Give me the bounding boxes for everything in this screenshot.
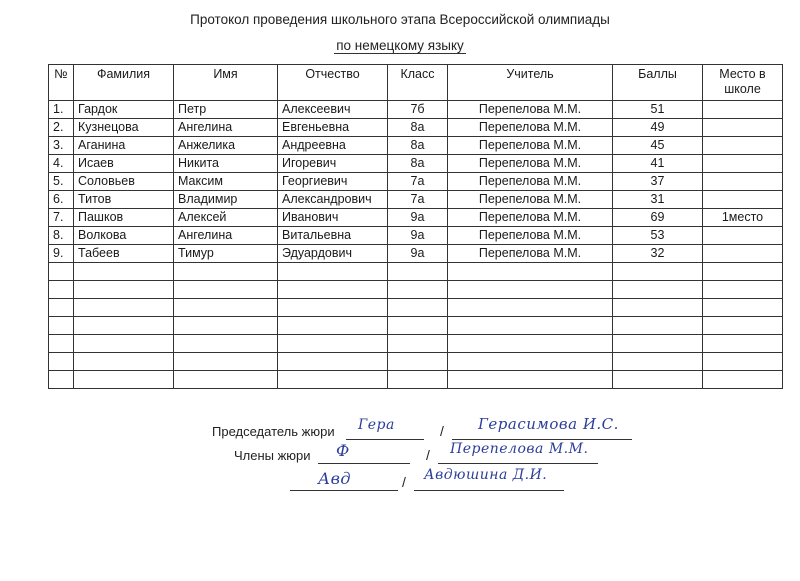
member2-signature-line [290, 490, 398, 491]
member2-signature-scribble: Авд [318, 469, 352, 488]
cell-patronymic: Евгеньевна [278, 119, 388, 137]
empty-cell [278, 353, 388, 371]
cell-number: 6. [49, 191, 74, 209]
empty-cell [448, 335, 613, 353]
cell-patronymic: Витальевна [278, 227, 388, 245]
cell-grade: 7б [388, 101, 448, 119]
signature-block [0, 415, 800, 535]
chair-label: Председатель жюри [212, 424, 335, 439]
empty-cell [703, 281, 783, 299]
empty-cell [448, 263, 613, 281]
cell-surname: Табеев [74, 245, 174, 263]
empty-cell [278, 335, 388, 353]
empty-cell [174, 299, 278, 317]
empty-table-row [49, 335, 783, 353]
empty-cell [613, 335, 703, 353]
empty-cell [49, 299, 74, 317]
empty-cell [613, 317, 703, 335]
empty-cell [49, 317, 74, 335]
empty-table-row [49, 371, 783, 389]
cell-place [703, 191, 783, 209]
empty-cell [613, 281, 703, 299]
cell-grade: 8а [388, 137, 448, 155]
cell-score: 45 [613, 137, 703, 155]
cell-place [703, 101, 783, 119]
empty-cell [49, 335, 74, 353]
chair-separator: / [440, 423, 444, 439]
col-header-number: № [49, 65, 74, 101]
cell-patronymic: Игоревич [278, 155, 388, 173]
empty-cell [703, 317, 783, 335]
member2-name: Авдюшина Д.И. [424, 467, 548, 483]
cell-place [703, 245, 783, 263]
table-row [49, 173, 783, 191]
empty-cell [278, 281, 388, 299]
empty-table-row [49, 281, 783, 299]
empty-cell [448, 371, 613, 389]
chair-name: Герасимова И.С. [478, 415, 619, 433]
cell-score: 31 [613, 191, 703, 209]
cell-surname: Соловьев [74, 173, 174, 191]
empty-cell [74, 335, 174, 353]
col-header-grade: Класс [388, 65, 448, 101]
cell-teacher: Перепелова М.М. [448, 137, 613, 155]
empty-cell [74, 353, 174, 371]
cell-teacher: Перепелова М.М. [448, 227, 613, 245]
empty-cell [703, 299, 783, 317]
empty-cell [74, 263, 174, 281]
member2-separator: / [402, 474, 406, 490]
member1-separator: / [426, 447, 430, 463]
chair-signature-line [346, 439, 424, 440]
empty-cell [613, 371, 703, 389]
empty-cell [49, 263, 74, 281]
cell-grade: 8а [388, 155, 448, 173]
cell-score: 41 [613, 155, 703, 173]
cell-score: 69 [613, 209, 703, 227]
cell-teacher: Перепелова М.М. [448, 101, 613, 119]
chair-signature-scribble: Гера [358, 417, 395, 433]
table-header-row [49, 65, 783, 101]
member2-name-line [414, 490, 564, 491]
table-row [49, 245, 783, 263]
empty-cell [174, 263, 278, 281]
cell-patronymic: Александрович [278, 191, 388, 209]
cell-name: Тимур [174, 245, 278, 263]
empty-cell [174, 353, 278, 371]
table-row [49, 209, 783, 227]
cell-number: 3. [49, 137, 74, 155]
cell-grade: 7а [388, 191, 448, 209]
members-label: Члены жюри [234, 448, 311, 463]
member1-signature-scribble: Ф [336, 441, 350, 460]
cell-number: 8. [49, 227, 74, 245]
empty-cell [278, 371, 388, 389]
empty-cell [448, 299, 613, 317]
empty-cell [703, 263, 783, 281]
table-row [49, 191, 783, 209]
cell-grade: 9а [388, 209, 448, 227]
empty-cell [388, 353, 448, 371]
cell-teacher: Перепелова М.М. [448, 209, 613, 227]
empty-cell [74, 317, 174, 335]
empty-cell [703, 371, 783, 389]
document-subject [0, 38, 800, 53]
cell-score: 32 [613, 245, 703, 263]
cell-surname: Исаев [74, 155, 174, 173]
empty-cell [388, 263, 448, 281]
cell-place [703, 119, 783, 137]
empty-cell [74, 281, 174, 299]
cell-name: Владимир [174, 191, 278, 209]
cell-teacher: Перепелова М.М. [448, 155, 613, 173]
col-header-surname: Фамилия [74, 65, 174, 101]
cell-patronymic: Андреевна [278, 137, 388, 155]
cell-teacher: Перепелова М.М. [448, 119, 613, 137]
cell-score: 51 [613, 101, 703, 119]
cell-place [703, 137, 783, 155]
cell-number: 7. [49, 209, 74, 227]
cell-grade: 7а [388, 173, 448, 191]
cell-surname: Пашков [74, 209, 174, 227]
empty-table-row [49, 299, 783, 317]
cell-grade: 9а [388, 245, 448, 263]
empty-cell [278, 317, 388, 335]
col-header-place: Место в школе [703, 65, 783, 101]
cell-surname: Кузнецова [74, 119, 174, 137]
cell-surname: Аганина [74, 137, 174, 155]
empty-cell [74, 299, 174, 317]
cell-name: Ангелина [174, 227, 278, 245]
cell-patronymic: Георгиевич [278, 173, 388, 191]
table-row [49, 155, 783, 173]
cell-number: 1. [49, 101, 74, 119]
empty-cell [49, 371, 74, 389]
empty-cell [703, 335, 783, 353]
empty-table-row [49, 317, 783, 335]
table-row [49, 227, 783, 245]
empty-table-row [49, 263, 783, 281]
cell-number: 9. [49, 245, 74, 263]
empty-cell [388, 299, 448, 317]
table-row [49, 119, 783, 137]
cell-place [703, 227, 783, 245]
subject-text: по немецкому языку [336, 38, 464, 53]
cell-place [703, 173, 783, 191]
cell-surname: Гардок [74, 101, 174, 119]
empty-cell [448, 353, 613, 371]
empty-cell [388, 317, 448, 335]
cell-score: 49 [613, 119, 703, 137]
empty-cell [613, 353, 703, 371]
empty-cell [703, 353, 783, 371]
chair-name-line [452, 439, 632, 440]
empty-cell [388, 335, 448, 353]
cell-teacher: Перепелова М.М. [448, 245, 613, 263]
table-row [49, 137, 783, 155]
col-header-patronymic: Отчество [278, 65, 388, 101]
empty-cell [448, 317, 613, 335]
empty-table-row [49, 353, 783, 371]
member1-name: Перепелова М.М. [450, 441, 589, 457]
document-title: Протокол проведения школьного этапа Всероссийской олимпиады [190, 12, 610, 27]
cell-patronymic: Алексеевич [278, 101, 388, 119]
cell-teacher: Перепелова М.М. [448, 191, 613, 209]
cell-number: 4. [49, 155, 74, 173]
cell-score: 37 [613, 173, 703, 191]
member1-signature-line [318, 463, 410, 464]
empty-cell [174, 317, 278, 335]
cell-surname: Титов [74, 191, 174, 209]
cell-name: Анжелика [174, 137, 278, 155]
col-header-name: Имя [174, 65, 278, 101]
table-body [49, 101, 783, 389]
cell-number: 5. [49, 173, 74, 191]
empty-cell [613, 299, 703, 317]
empty-cell [278, 263, 388, 281]
cell-teacher: Перепелова М.М. [448, 173, 613, 191]
cell-patronymic: Иванович [278, 209, 388, 227]
cell-patronymic: Эдуардович [278, 245, 388, 263]
cell-name: Никита [174, 155, 278, 173]
cell-name: Максим [174, 173, 278, 191]
cell-name: Алексей [174, 209, 278, 227]
empty-cell [613, 263, 703, 281]
empty-cell [174, 335, 278, 353]
empty-cell [174, 371, 278, 389]
cell-grade: 9а [388, 227, 448, 245]
empty-cell [448, 281, 613, 299]
empty-cell [388, 281, 448, 299]
empty-cell [49, 353, 74, 371]
cell-place [703, 155, 783, 173]
empty-cell [174, 281, 278, 299]
cell-name: Петр [174, 101, 278, 119]
col-header-teacher: Учитель [448, 65, 613, 101]
results-table [48, 64, 783, 389]
cell-grade: 8а [388, 119, 448, 137]
cell-surname: Волкова [74, 227, 174, 245]
empty-cell [278, 299, 388, 317]
member1-name-line [438, 463, 598, 464]
empty-cell [49, 281, 74, 299]
table-row [49, 101, 783, 119]
empty-cell [74, 371, 174, 389]
cell-score: 53 [613, 227, 703, 245]
cell-place: 1место [703, 209, 783, 227]
col-header-score: Баллы [613, 65, 703, 101]
cell-name: Ангелина [174, 119, 278, 137]
empty-cell [388, 371, 448, 389]
cell-number: 2. [49, 119, 74, 137]
